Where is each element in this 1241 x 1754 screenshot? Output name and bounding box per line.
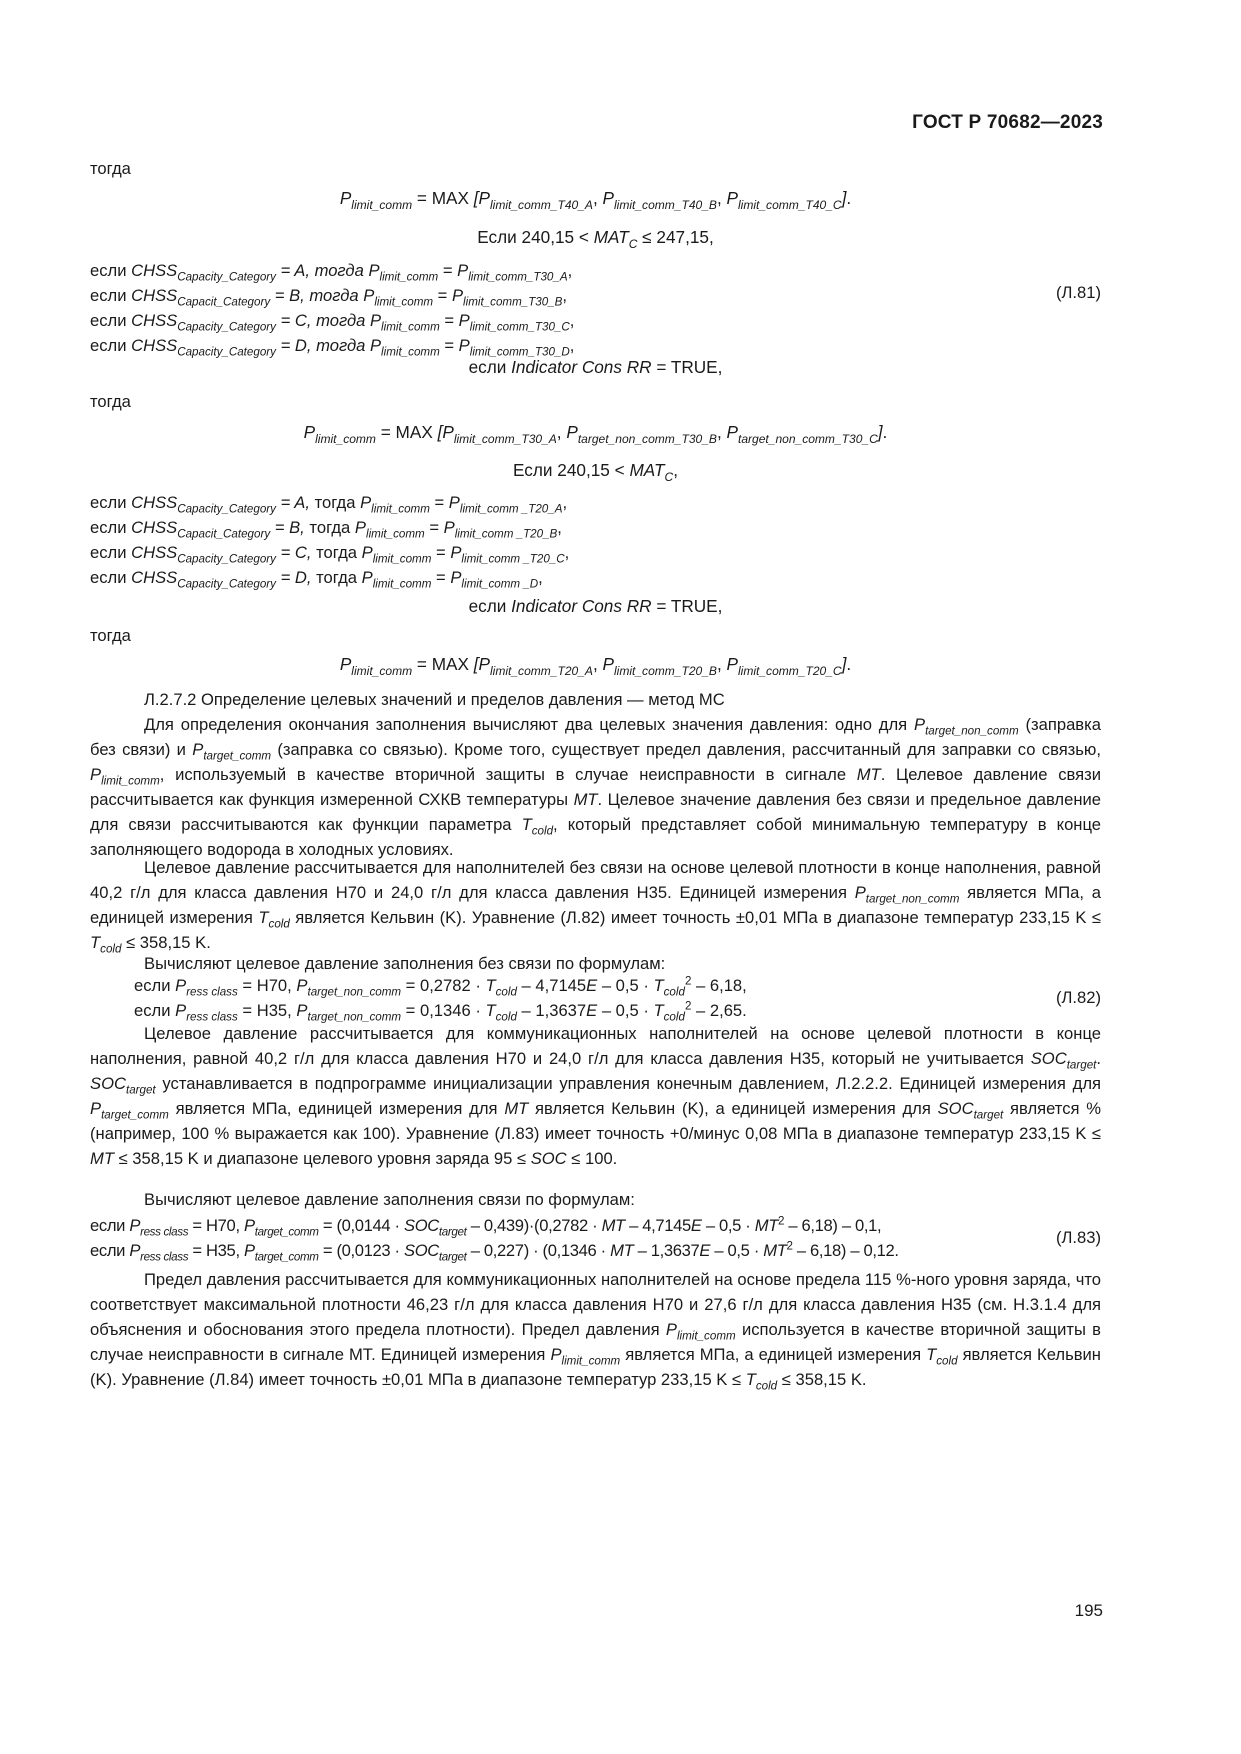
chss-block-t30: если $CHSS_{Capacity\_Category} = A$, тогда $P_{limit\_comm} = P_{limit\_comm\_T30\_A}$, если $CHSS_{Capacit\_Category} = B$, тогда $P_{limit\_comm} = P_{limit\_comm\_T30\_B}$, если $CHSS_{Capacity\_Category} = C$, тогда $P_{limit\_comm} = P_{limit\_comm\_T30\_C}$, если $CHSS_{Capacity\_Category} = D$, тогда $P_{limit\_comm} = P_{limit\_comm\_T30\_D}$, (Л.81) [90, 261, 1101, 359]
equation-number-l81: (Л.81) [1055, 283, 1101, 302]
paragraph-5: Вычисляют целевое давление заполнения связи по формулам: [144, 1190, 635, 1209]
formula-max-t40: $P_{limit\_comm}$ = MAX [$P_{limit\_comm\_T40\_A}$, $P_{limit\_comm\_T40\_B}$, $P_{limit\_comm\_T40\_C}$]. [339, 188, 852, 212]
condition-indicator-2: если Indicator Cons RR = TRUE, [468, 596, 723, 616]
formula-block-l82: если $P_{ress class} = H70$, $P_{target\_non\_comm} = 0,2782 \cdot T_{cold} - 4,7145E - 0,5 \cdot T_{cold}^2 - 6,18$, если $P_{ress class} = H35$, $P_{target\_non\_comm} = 0,1346 \cdot T_{cold} - 1,3637E - 0,5 \cdot T_{cold}^2 - 2,65$. (Л.82) [134, 974, 1101, 1024]
paragraph-2: Целевое давление рассчитывается для наполнителей без связи на основе целевой плотности в конце наполнения, равной 40,2 г/л для класса давления Н70 и 24,0 г/л для класса давления Н35. Единицей измерения $P_{target\_non\_comm}$ является МПа, а единицей измерения $T_{cold}$ является Кельвин (K). Уравнение (Л.82) имеет точность ±0,01 МПа в диапазоне температур 233,15 $K \le T_{cold} \le 358,15$ K. [90, 858, 1101, 956]
equation-number-l82: (Л.82) [1055, 988, 1101, 1007]
section-heading: Л.2.7.2 Определение целевых значений и пределов давления — метод МС [144, 690, 725, 709]
condition-t30: Если $240,15 < MAT_C \le 247,15$, [477, 227, 714, 251]
condition-t20: Если $240,15 < MAT_C$, [513, 460, 678, 484]
paragraph-3: Вычисляют целевое давление заполнения без связи по формулам: [144, 954, 666, 973]
paragraph-1: Для определения окончания заполнения вычисляют два целевых значения давления: одно для $P_{target\_non\_comm}$ (заправка без связи) и $P_{target\_comm}$ (заправка со связью). Кроме того, существует предел давления, рассчитанный для заправки со связью, $P_{limit\_comm}$, используемый в качестве вторичной защиты в случае неисправности в сигнале MT. Целевое давление связи рассчитывается как функция измеренной СХКВ температуры MT. Целевое значение давления без связи и предельное давление для связи рассчитываются как функции параметра $T_{cold}$, который представляет собой минимальную температуру в конце заполняющего водорода в холодных условиях. [90, 715, 1102, 859]
text-togda-1: тогда [90, 159, 131, 178]
condition-indicator-1: если Indicator Cons RR = TRUE, [468, 357, 723, 377]
equation-number-l83: (Л.83) [1055, 1228, 1101, 1247]
paragraph-6: Предел давления рассчитывается для коммуникационных наполнителей на основе предела 115 %-ного уровня заряда, что соответствует максимальной плотности 46,23 г/л для класса давления Н70 и 27,6 г/л для класса давления Н35 (см. Н.3.1.4 для объяснения и обоснования этого предела плотности). Предел давления $P_{limit\_comm}$ используется в качестве вторичной защиты в случае неисправности в сигнале МТ. Единицей измерения $P_{limit\_comm}$ является МПа, а единицей измерения $T_{cold}$ является Кельвин (K). Уравнение (Л.84) имеет точность ±0,01 МПа в диапазоне температур 233,15 $K \le T_{cold} \le 358,15$ K. [90, 1270, 1101, 1393]
paragraph-4: Целевое давление рассчитывается для коммуникационных наполнителей на основе целевой плотности в конце наполнения, равной 40,2 г/л для класса давления Н70 и 24,0 г/л для класса давления Н35, который не учитывается $SOC_{target}$. $SOC_{target}$ устанавливается в подпрограмме инициализации управления конечным давлением, Л.2.2.2. Единицей измерения для $P_{target\_comm}$ является МПа, единицей измерения для MT является Кельвин (K), а единицей измерения для $SOC_{target}$ является % (например, 100 % выражается как 100). Уравнение (Л.83) имеет точность +0/минус 0,08 МПа в диапазоне температур 233,15 K ≤ MT ≤ 358,15 K и диапазоне целевого уровня заряда 95 ≤ SOC ≤ 100. [90, 1024, 1102, 1168]
doc-code-header: ГОСТ Р 70682—2023 [912, 112, 1103, 133]
formula-max-t20: $P_{limit\_comm}$ = MAX [$P_{limit\_comm\_T20\_A}$, $P_{limit\_comm\_T20\_B}$, $P_{limit\_comm\_T20\_C}$]. [339, 654, 852, 678]
page-number: 195 [1074, 1601, 1103, 1620]
chss-block-t20: если $CHSS_{Capacity\_Category} = A$, тогда $P_{limit\_comm} = P_{limit\_comm \_T20\_A}$, если $CHSS_{Capacit\_Category} = B$, тогда $P_{limit\_comm} = P_{limit\_comm \_T20\_B}$, если $CHSS_{Capacity\_Category} = C$, тогда $P_{limit\_comm} = P_{limit\_comm \_T20\_C}$, если $CHSS_{Capacity\_Category} = D$, тогда $P_{limit\_comm} = P_{limit\_comm \_D}$, [90, 493, 570, 591]
text-togda-3: тогда [90, 626, 131, 645]
formula-block-l83: если $P_{ress class} = H70$, $P_{target\_comm} = (0,0144 \cdot SOC_{target} - 0,439)\cdot(0,2782$ · MT – $4,7145E - 0,5 \cdot MT^2 - 6,18) - 0,1$, если $P_{ress class} = H35$, $P_{target\_comm} = (0,0123 \cdot SOC_{target} - 0,227) \cdot (0,1346$ · MT – $1,3637E - 0,5 \cdot MT^2 - 6,18) - 0,12$. (Л.83) [90, 1214, 1101, 1264]
text-togda-2: тогда [90, 392, 131, 411]
formula-max-t30: $P_{limit\_comm}$ = MAX [$P_{limit\_comm\_T30\_A}$, $P_{target\_non\_comm\_T30\_B}$, $P_{target\_non\_comm\_T30\_C}$]. [303, 422, 888, 446]
